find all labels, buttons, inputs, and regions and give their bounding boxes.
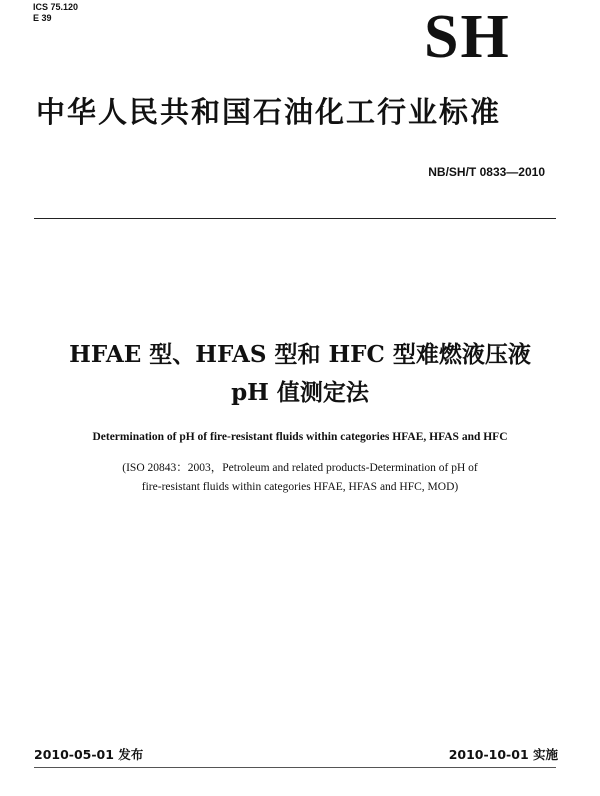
document-title-line-1: HFAE 型、HFAS 型和 HFC 型难燃液压液 <box>69 341 531 368</box>
top-divider <box>34 218 556 219</box>
document-title-line-2: pH 值测定法 <box>231 379 369 406</box>
standard-title: 中华人民共和国石油化工行业标准 <box>36 95 502 129</box>
iso-reference-line-1: (ISO 20843：2003，Petroleum and related products-Determination of pH of <box>122 462 478 474</box>
ics-code-block <box>33 2 78 24</box>
bottom-divider <box>34 767 556 768</box>
issue-date: 2010-05-01 发布 <box>34 747 144 762</box>
standard-number: NB/SH/T 0833—2010 <box>428 165 545 179</box>
ics-number: ICS 75.120 <box>33 2 79 12</box>
classification-code: E 39 <box>33 13 52 23</box>
sh-logo: SH <box>424 3 511 71</box>
english-title: Determination of pH of fire-resistant fluids within categories HFAE, HFAS and HFC <box>92 431 508 443</box>
iso-reference-line-2: fire-resistant fluids within categories HFAE, HFAS and HFC, MOD) <box>141 481 459 493</box>
implementation-date: 2010-10-01 实施 <box>448 747 558 762</box>
